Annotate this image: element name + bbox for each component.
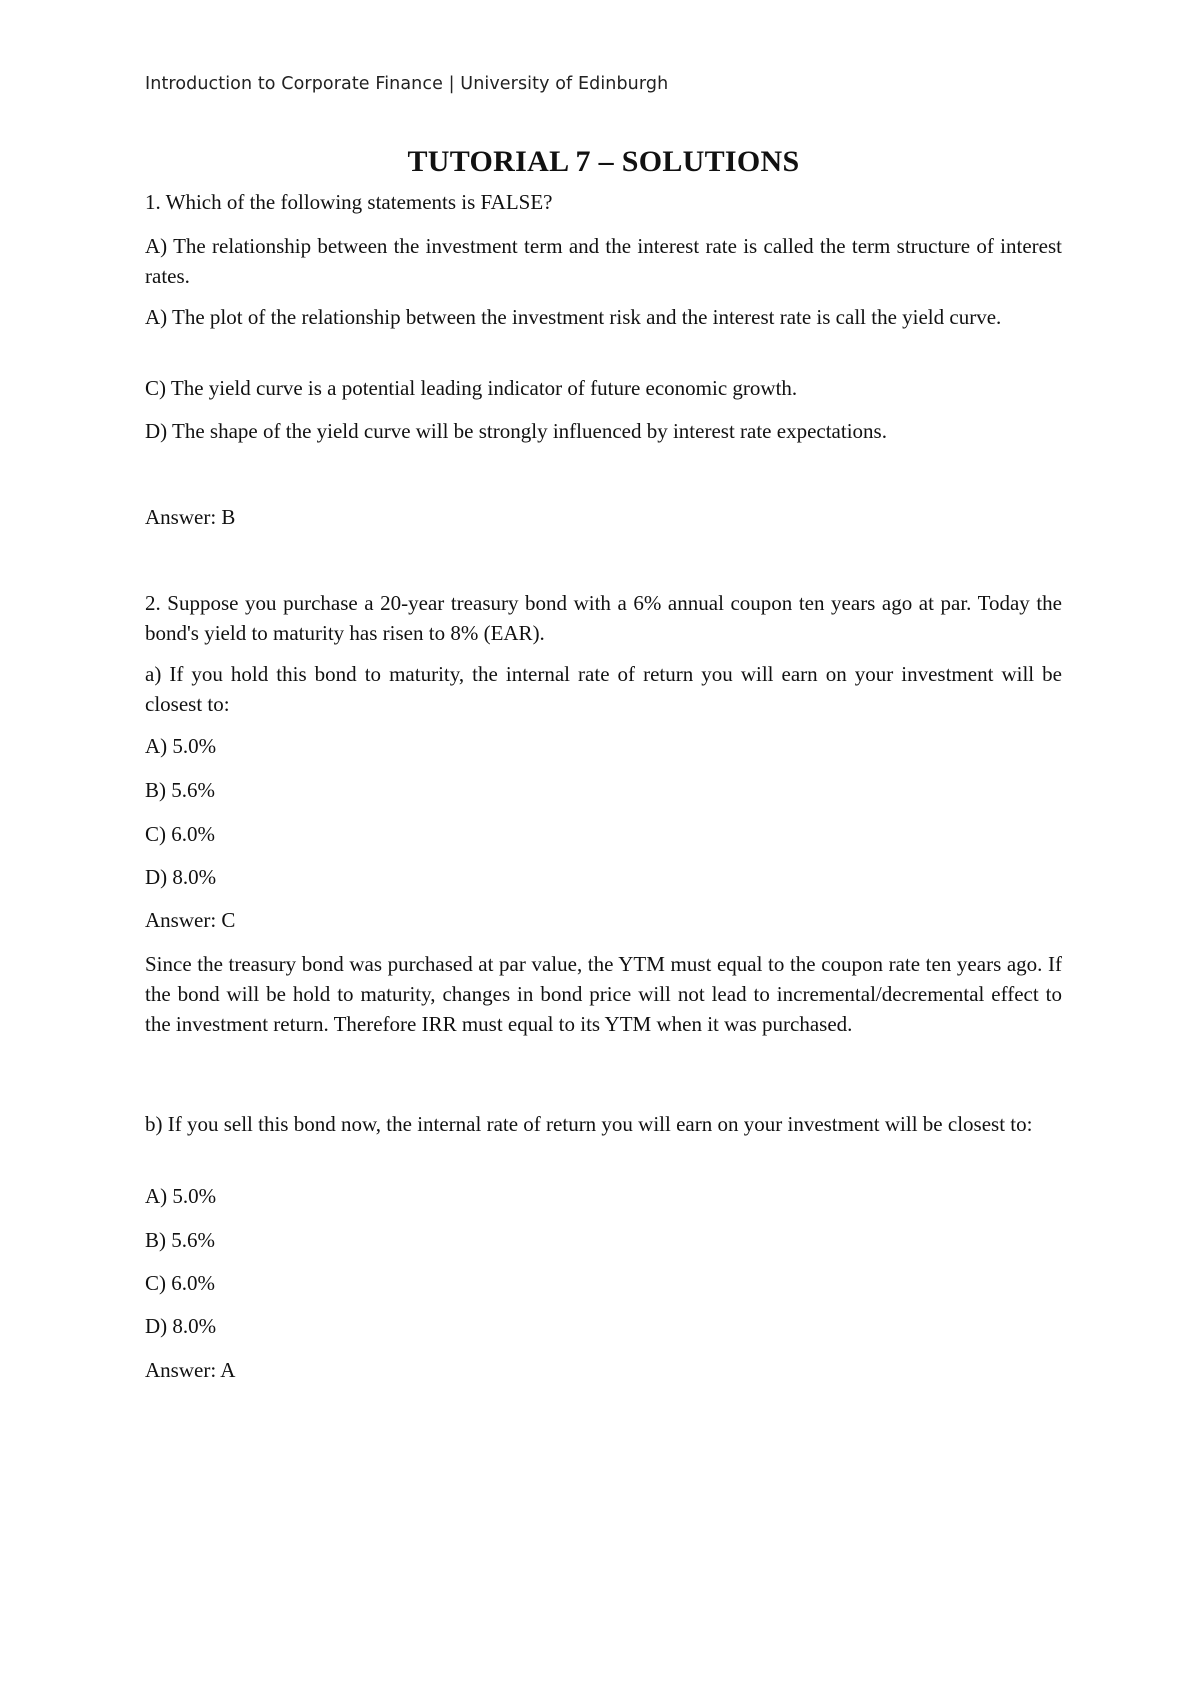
page-title: TUTORIAL 7 – SOLUTIONS: [407, 145, 800, 178]
q1-option-a: A) The relationship between the investment term and the interest rate is called the term structure of interest rates.: [145, 234, 1062, 288]
q2b-answer: Answer: A: [145, 1358, 236, 1382]
q2b-option-c: C) 6.0%: [145, 1271, 215, 1295]
q2b-option-b: B) 5.6%: [145, 1228, 215, 1252]
q2a-option-a: A) 5.0%: [145, 734, 217, 758]
question-1: 1. Which of the following statements is FALSE?: [145, 190, 553, 214]
q2b-question: b) If you sell this bond now, the internal rate of return you will earn on your investment will be closest to:: [145, 1112, 1033, 1136]
q2a-option-b: B) 5.6%: [145, 778, 215, 802]
q2a-explanation: Since the treasury bond was purchased at par value, the YTM must equal to the coupon rate ten years ago. If the bond will be hold to maturity, changes in bond price will not lead to incremental/decremental effect to the investment return. Therefore IRR must equal to its YTM when it was purchased.: [145, 952, 1062, 1036]
q1-answer: Answer: B: [145, 505, 236, 529]
q2a-option-c: C) 6.0%: [145, 822, 215, 846]
q1-option-d: D) The shape of the yield curve will be strongly influenced by interest rate expectations.: [145, 419, 887, 443]
q2a-answer: Answer: C: [145, 908, 236, 932]
q1-option-b: A) The plot of the relationship between the investment risk and the interest rate is call the yield curve.: [145, 305, 1002, 329]
q2b-option-d: D) 8.0%: [145, 1314, 217, 1338]
document-page: [145, 0, 1062, 1698]
q1-option-c: C) The yield curve is a potential leading indicator of future economic growth.: [145, 376, 798, 400]
q2a-option-d: D) 8.0%: [145, 865, 217, 889]
q2a-question: a) If you hold this bond to maturity, the internal rate of return you will earn on your investment will be closest to:: [145, 662, 1062, 716]
q2b-option-a: A) 5.0%: [145, 1184, 217, 1208]
running-header: Introduction to Corporate Finance | University of Edinburgh: [145, 74, 669, 94]
question-2: 2. Suppose you purchase a 20-year treasury bond with a 6% annual coupon ten years ago at par. Today the bond's yield to maturity has risen to 8% (EAR).: [145, 591, 1062, 645]
